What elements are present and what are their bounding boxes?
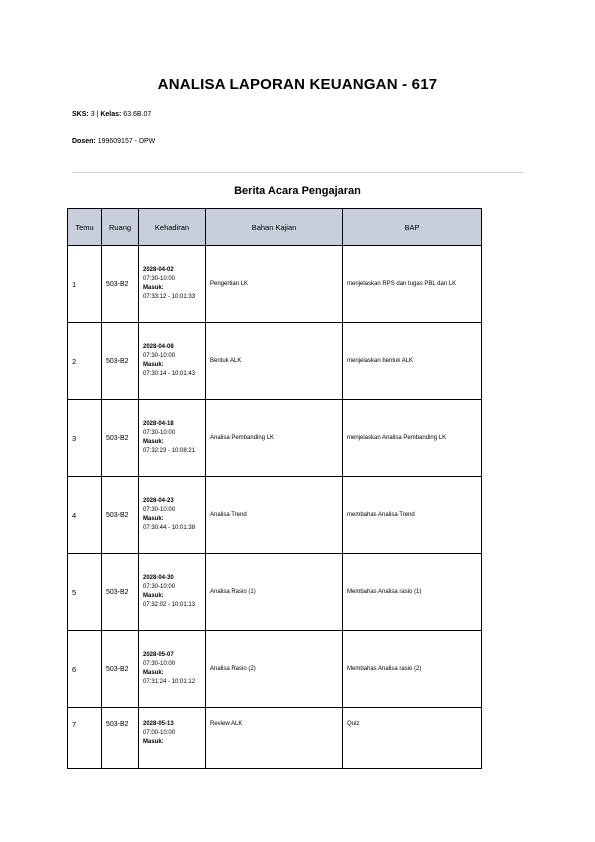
masuk-label: Masuk: <box>143 516 164 522</box>
ruang-cell: 503-B2 <box>102 477 139 554</box>
bap-cell: menjelaskan Analisa Pembanding LK <box>343 400 482 477</box>
ruang-cell: 503-B2 <box>102 708 139 769</box>
divider <box>72 172 524 173</box>
session-date: 2028-04-30 <box>143 575 174 581</box>
ruang-cell: 503-B2 <box>102 554 139 631</box>
session-date: 2028-04-08 <box>143 344 174 350</box>
bap-cell: Quiz <box>343 708 482 769</box>
table-row <box>68 477 482 554</box>
column-header-bap: BAP <box>343 209 482 246</box>
session-date: 2028-04-18 <box>143 421 174 427</box>
bap-cell: membahas Analisa Trend <box>343 477 482 554</box>
masuk-time: 07:30:44 - 10:01:38 <box>143 525 196 531</box>
masuk-label: Masuk: <box>143 670 164 676</box>
session-time: 07:30-10:00 <box>143 507 176 513</box>
kehadiran-cell <box>139 477 206 554</box>
masuk-time: 07:33:12 - 10:01:33 <box>143 294 196 300</box>
temu-cell: 6 <box>68 631 102 708</box>
teaching-record-table <box>67 208 482 769</box>
temu-cell: 4 <box>68 477 102 554</box>
kelas-label: Kelas: <box>100 111 122 118</box>
masuk-label: Masuk: <box>143 739 164 745</box>
meta-separator: | <box>96 111 99 118</box>
bahan-kajian-cell: Analisa Rasio (2) <box>206 631 343 708</box>
bap-cell: menjelaskan bentuk ALK <box>343 323 482 400</box>
kelas-value: 63.6B.07 <box>123 111 152 118</box>
column-header-temu: Temu <box>68 209 102 246</box>
masuk-label: Masuk: <box>143 593 164 599</box>
column-header-kehadiran: Kehadiran <box>139 209 206 246</box>
table-row <box>68 400 482 477</box>
column-header-ruang: Ruang <box>102 209 139 246</box>
session-date: 2028-04-02 <box>143 267 174 273</box>
session-time: 07:30-10:00 <box>143 584 176 590</box>
section-title: Berita Acara Pengajaran <box>234 185 361 197</box>
masuk-label: Masuk: <box>143 439 164 445</box>
temu-cell: 3 <box>68 400 102 477</box>
masuk-time: 07:31:24 - 10:01:12 <box>143 679 196 685</box>
dosen-label: Dosen: <box>72 138 96 145</box>
temu-cell: 1 <box>68 246 102 323</box>
session-date: 2028-05-07 <box>143 652 174 658</box>
dosen-value: 199609157 - DPW <box>97 138 156 145</box>
masuk-time: 07:30:14 - 10:01:43 <box>143 371 196 377</box>
bap-cell: menjelaskan RPS dan tugas PBL dan LK <box>343 246 482 323</box>
session-date: 2028-04-23 <box>143 498 174 504</box>
ruang-cell: 503-B2 <box>102 323 139 400</box>
kehadiran-cell <box>139 400 206 477</box>
table-row <box>68 631 482 708</box>
table-row <box>68 554 482 631</box>
masuk-time: 07:32:02 - 10:01:13 <box>143 602 196 608</box>
masuk-label: Masuk: <box>143 285 164 291</box>
sks-value: 3 <box>90 111 95 118</box>
document-title: ANALISA LAPORAN KEUANGAN - 617 <box>157 76 438 93</box>
table-header-row <box>68 209 482 246</box>
ruang-cell: 503-B2 <box>102 400 139 477</box>
course-info <box>72 111 151 118</box>
bahan-kajian-cell: Review ALK <box>206 708 343 769</box>
sks-label: SKS: <box>72 111 89 118</box>
column-header-bahan-kajian: Bahan Kajian <box>206 209 343 246</box>
bahan-kajian-cell: Analisa Pembanding LK <box>206 400 343 477</box>
table-row <box>68 246 482 323</box>
temu-cell: 2 <box>68 323 102 400</box>
kehadiran-cell <box>139 554 206 631</box>
session-time: 07:00-10:00 <box>143 730 176 736</box>
session-time: 07:30-10:00 <box>143 276 176 282</box>
bap-cell: Membahas Analisa rasio (1) <box>343 554 482 631</box>
session-time: 07:30-10:00 <box>143 430 176 436</box>
temu-cell: 7 <box>68 708 102 769</box>
session-date: 2028-05-13 <box>143 721 174 727</box>
kehadiran-cell <box>139 323 206 400</box>
masuk-label: Masuk: <box>143 362 164 368</box>
temu-cell: 5 <box>68 554 102 631</box>
bahan-kajian-cell: Bentuk ALK <box>206 323 343 400</box>
ruang-cell: 503-B2 <box>102 246 139 323</box>
kehadiran-cell <box>139 631 206 708</box>
bahan-kajian-cell: Pengertian LK <box>206 246 343 323</box>
bap-cell: Membahas Analisa rasio (2) <box>343 631 482 708</box>
session-time: 07:30-10:00 <box>143 661 176 667</box>
table-row <box>68 708 482 769</box>
session-time: 07:30-10:00 <box>143 353 176 359</box>
masuk-time: 07:32:23 - 10:08:21 <box>143 448 196 454</box>
ruang-cell: 503-B2 <box>102 631 139 708</box>
table-row <box>68 323 482 400</box>
kehadiran-cell <box>139 708 206 769</box>
bahan-kajian-cell: Analisa Rasio (1) <box>206 554 343 631</box>
bahan-kajian-cell: Analisa Trend <box>206 477 343 554</box>
lecturer-info <box>72 138 155 145</box>
kehadiran-cell <box>139 246 206 323</box>
